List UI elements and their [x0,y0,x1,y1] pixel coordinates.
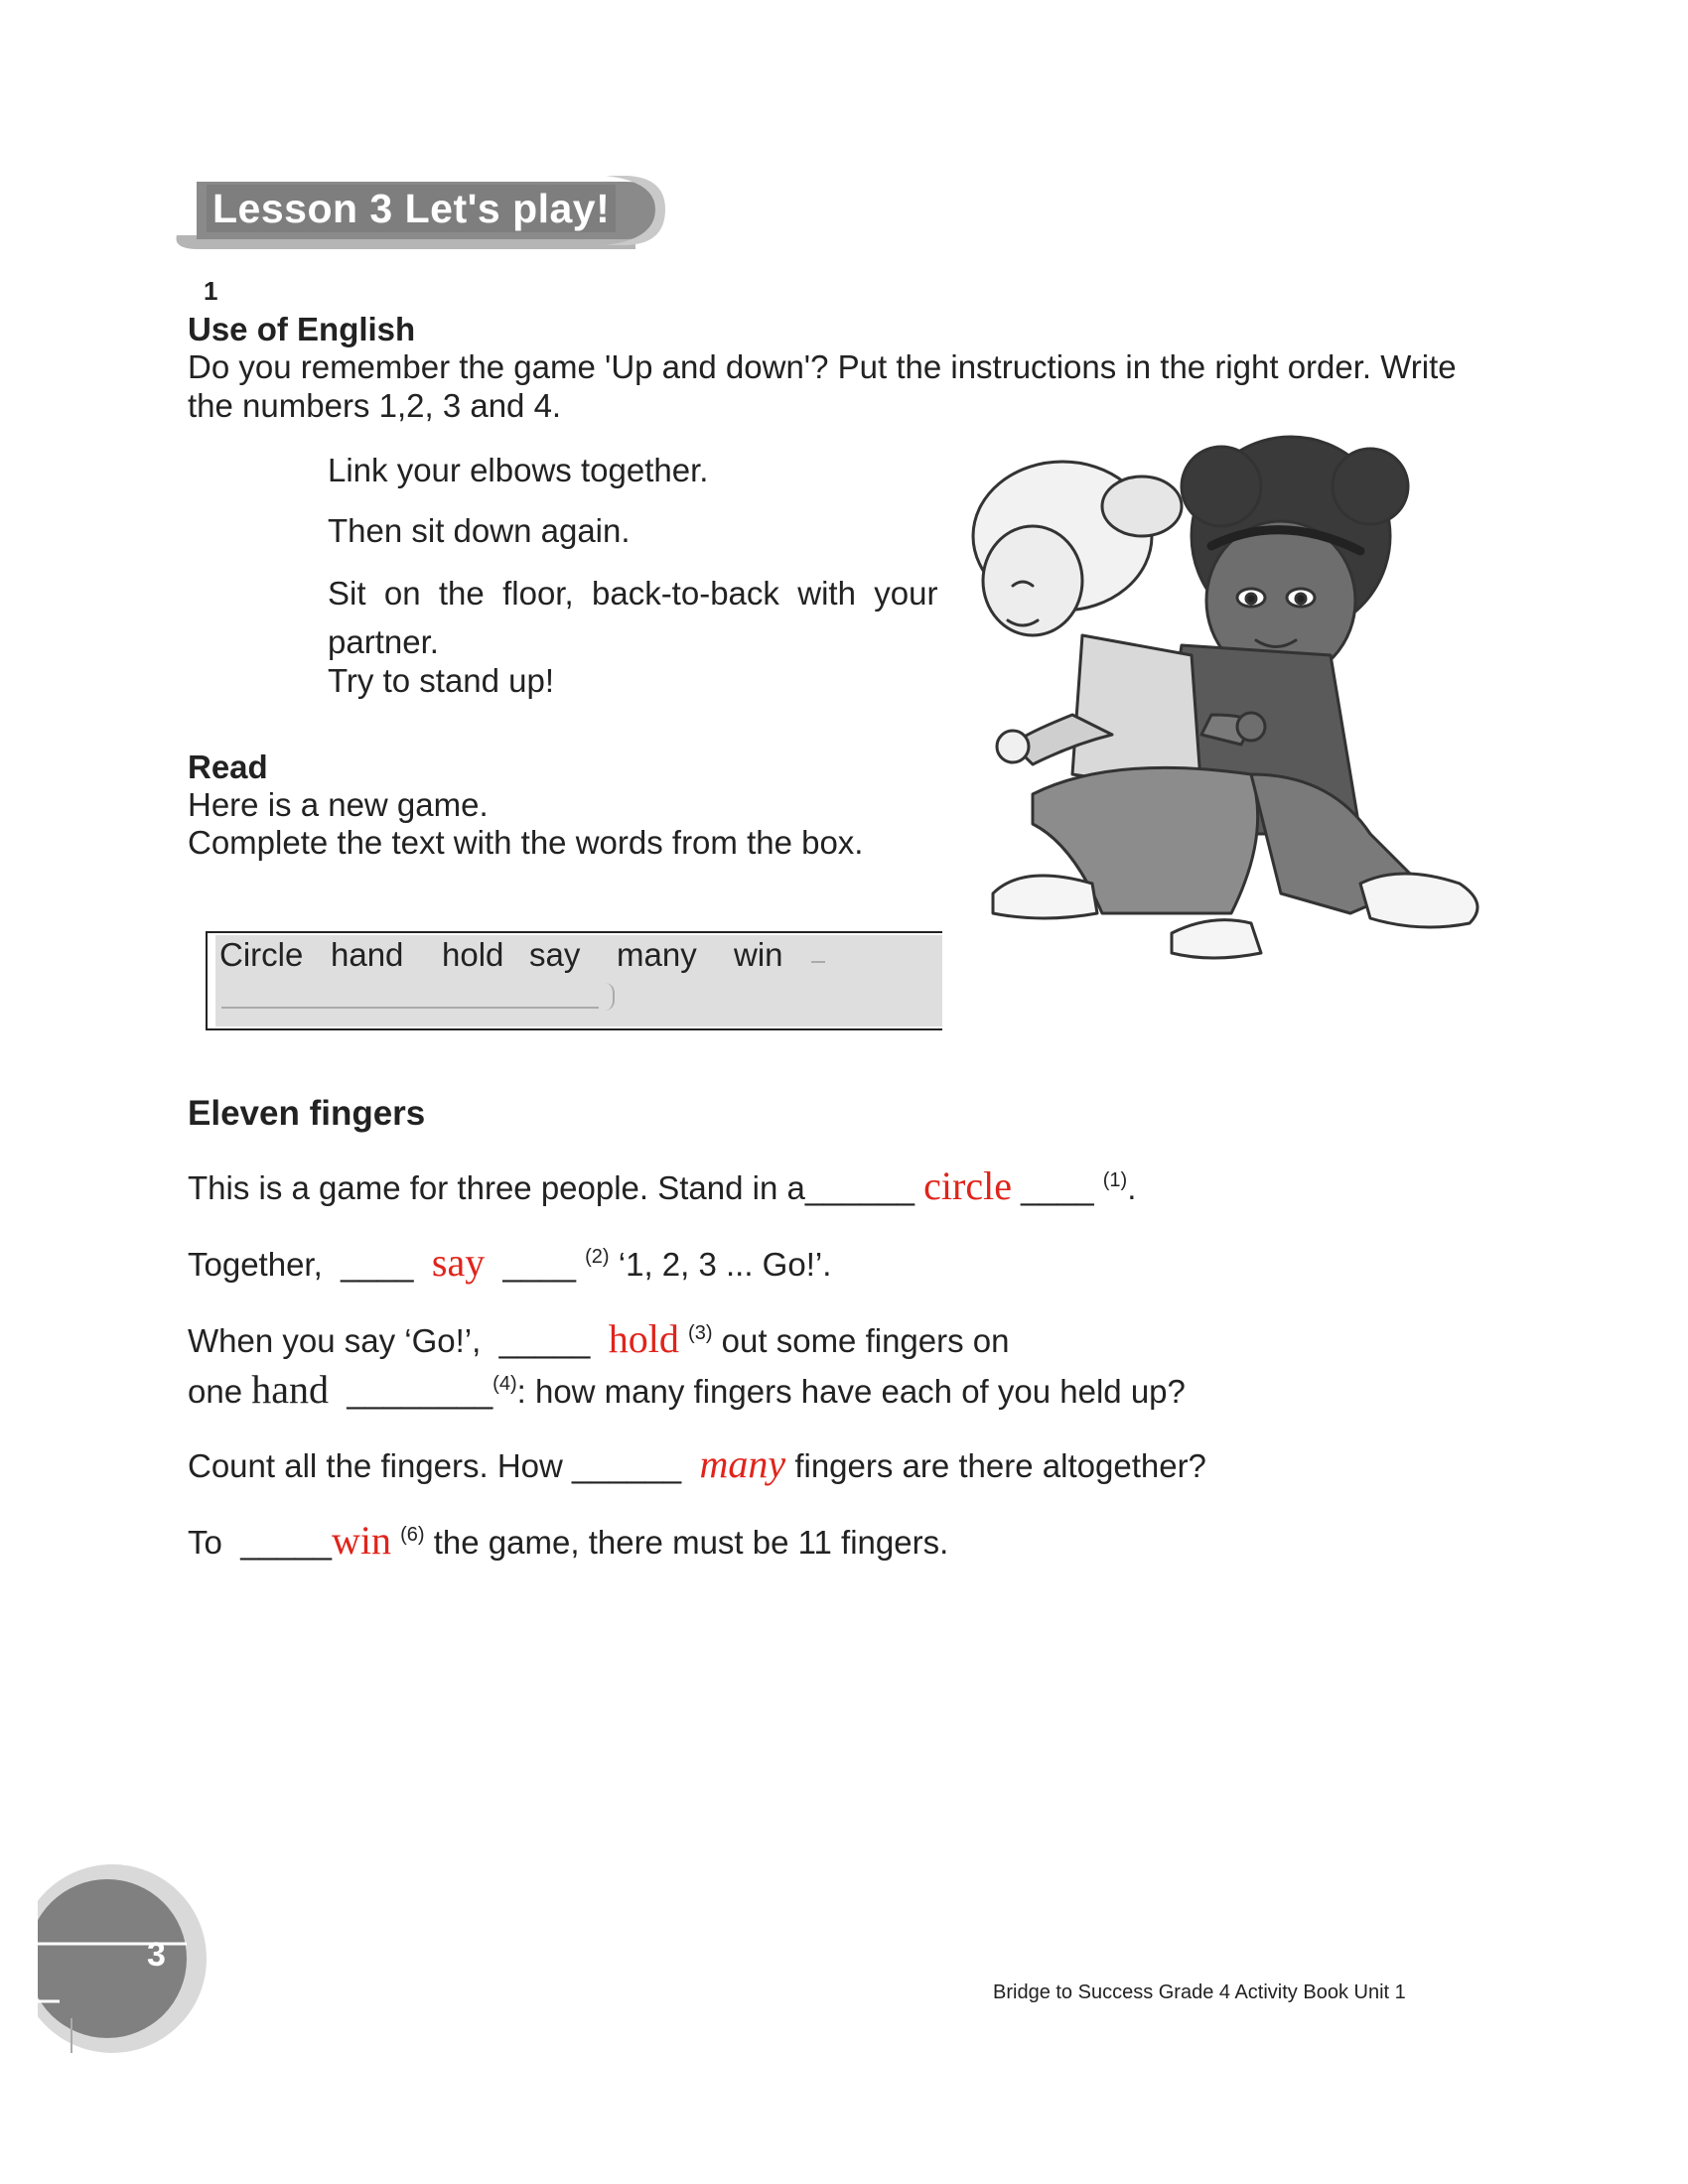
answer-say: say [431,1240,486,1285]
step-item: Link your elbows together. [328,452,709,488]
sentence-text: out some fingers on [721,1322,1010,1359]
sentence-text: . [1127,1169,1137,1206]
answer-hand: hand [251,1367,329,1412]
blank-line: ____ [1021,1169,1094,1206]
game-title: Eleven fingers [188,1094,426,1133]
game-sentence-2 [188,1240,832,1285]
sentence-text: Together, ____ [188,1246,414,1283]
blank-line: ________ [347,1373,493,1410]
read-line-2: Complete the text with the words from the box. [188,824,864,861]
answer-circle: circle [923,1163,1012,1208]
word-box-item: hold [442,936,504,973]
word-box-item: win [734,936,783,973]
step-item: Try to stand up! [328,662,555,699]
exercise-number: 1 [204,276,218,306]
word-box-item: many [617,936,697,973]
blank-number: (1) [1102,1169,1128,1191]
children-illustration [953,417,1509,983]
blank-line: To _____ [188,1524,332,1561]
answer-hold: hold [608,1316,679,1361]
word-box-item: Circle [219,936,304,973]
sentence-text: Count all the fingers. How ______ [188,1447,682,1484]
read-line-1: Here is a new game. [188,786,489,823]
sentence-text: one [188,1373,243,1410]
step-item: Then sit down again. [328,512,631,549]
blank-number: (6) [400,1524,425,1546]
answer-many: many [699,1441,786,1486]
game-sentence-3 [188,1316,1010,1361]
sentence-text: ‘1, 2, 3 ... Go!’. [618,1246,832,1283]
instruction-line-1: Do you remember the game 'Up and down'? Put the instructions in the right order. Write [188,348,1457,385]
blank-line: ____ [502,1246,576,1283]
game-sentence-4 [188,1367,1186,1412]
blank-number: (4) [492,1373,517,1395]
lesson-title: Lesson 3 Let's play! [207,185,616,232]
footer-text: Bridge to Success Grade 4 Activity Book Unit 1 [993,1981,1406,2003]
sentence-text: When you say ‘Go!’, _____ [188,1322,591,1359]
blank-number: (3) [688,1322,713,1344]
answer-win: win [331,1518,391,1563]
step-item: Sit on the floor, back-to-back with your [328,575,938,612]
page-number-badge [38,1854,216,2053]
sentence-text: the game, there must be 11 fingers. [433,1524,949,1561]
game-sentence-6 [188,1518,949,1563]
blank-number: (2) [585,1246,610,1268]
section-heading-read: Read [188,749,268,785]
instruction-line-2: the numbers 1,2, 3 and 4. [188,387,562,424]
sentence-text: This is a game for three people. Stand in a______ [188,1169,914,1206]
word-box-item: say [529,936,581,973]
fill-line [221,1007,599,1009]
game-sentence-1 [188,1163,1137,1208]
sentence-text: fingers are there altogether? [794,1447,1206,1484]
word-box-item: hand [331,936,404,973]
section-heading-use-of-english: Use of English [188,311,416,347]
sentence-text: : how many fingers have each of you held up? [516,1373,1186,1410]
word-box [206,931,942,1030]
step-item: partner. [328,623,439,660]
page-number: 3 [147,1936,166,1974]
game-sentence-5 [188,1441,1206,1486]
fill-line [811,961,825,963]
